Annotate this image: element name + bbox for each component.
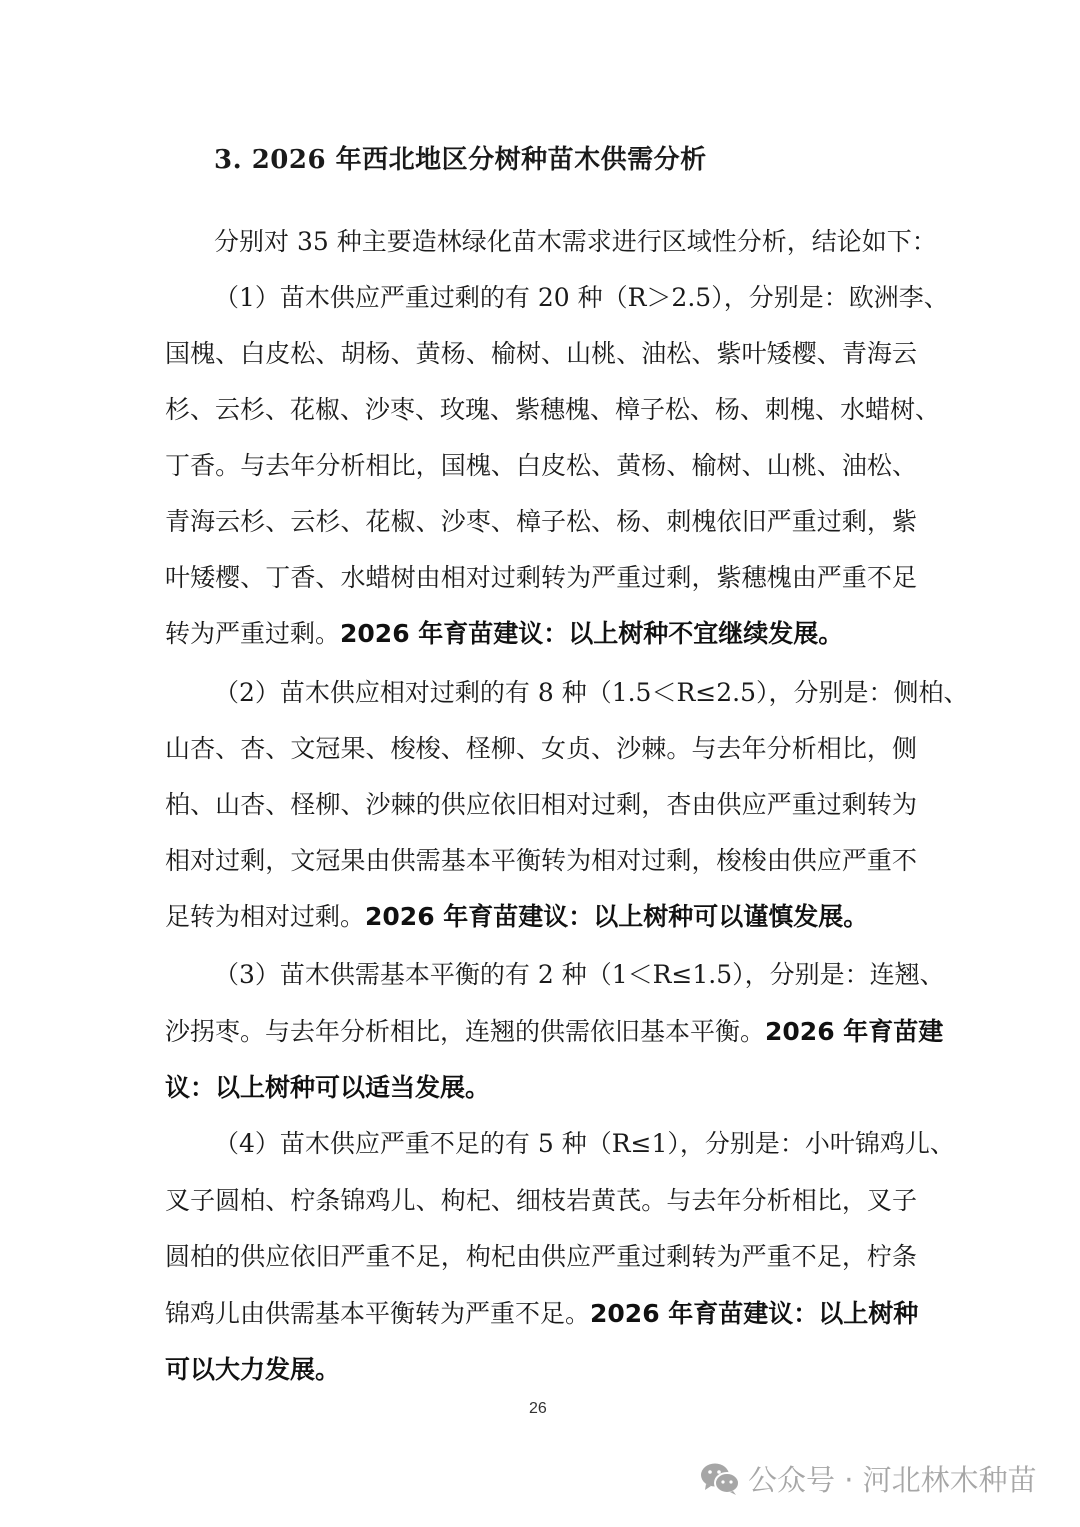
paragraph-2-line-2: 山杏、杏、文冠果、梭梭、柽柳、女贞、沙棘。与去年分析相比，侧 [165, 734, 917, 763]
paragraph-3-line-1: （3）苗木供需基本平衡的有 2 种（1＜R≤1.5），分别是：连翘、 [214, 960, 945, 989]
paragraph-4-line-3: 圆柏的供应依旧严重不足，枸杞由供应严重过剩转为严重不足，柠条 [165, 1242, 917, 1271]
paragraph-4-line-1: （4）苗木供应严重不足的有 5 种（R≤1），分别是：小叶锦鸡儿、 [214, 1129, 955, 1158]
paragraph-1-line-3: 杉、云杉、花椒、沙枣、玫瑰、紫穗槐、樟子松、杨、刺槐、水蜡树、 [165, 395, 941, 424]
paragraph-1-line-6: 叶矮樱、丁香、水蜡树由相对过剩转为严重过剩，紫穗槐由严重不足 [165, 563, 917, 592]
paragraph-3-line-3: 议：以上树种可以适当发展。 [165, 1073, 491, 1102]
paragraph-2-line-5: 足转为相对过剩。2026 年育苗建议：以上树种可以谨慎发展。 [165, 902, 869, 931]
section-heading: 3. 2026 年西北地区分树种苗木供需分析 [214, 145, 707, 175]
watermark-text: 公众号 · 河北林木种苗 [748, 1463, 1037, 1497]
paragraph-4-line-4: 锦鸡儿由供需基本平衡转为严重不足。2026 年育苗建议：以上树种 [165, 1299, 919, 1328]
watermark [700, 1458, 1037, 1499]
paragraph-4-line-5: 可以大力发展。 [165, 1355, 341, 1384]
paragraph-1-line-4: 丁香。与去年分析相比，国槐、白皮松、黄杨、榆树、山桃、油松、 [165, 451, 917, 480]
page-number: 26 [529, 1400, 547, 1417]
paragraph-1-line-7: 转为严重过剩。2026 年育苗建议：以上树种不宜继续发展。 [165, 619, 844, 648]
paragraph-4-line-2: 叉子圆柏、柠条锦鸡儿、枸杞、细枝岩黄芪。与去年分析相比，叉子 [165, 1186, 917, 1215]
paragraph-intro-line-1: 分别对 35 种主要造林绿化苗木需求进行区域性分析，结论如下： [214, 227, 937, 256]
paragraph-3-line-2: 沙拐枣。与去年分析相比，连翘的供需依旧基本平衡。2026 年育苗建 [165, 1017, 944, 1046]
paragraph-2-line-4: 相对过剩，文冠果由供需基本平衡转为相对过剩，梭梭由供应严重不 [165, 846, 917, 875]
paragraph-1-line-1: （1）苗木供应严重过剩的有 20 种（R＞2.5），分别是：欧洲李、 [214, 283, 949, 312]
wechat-icon [700, 1462, 740, 1496]
paragraph-2-line-3: 柏、山杏、柽柳、沙棘的供应依旧相对过剩，杏由供应严重过剩转为 [165, 790, 917, 819]
paragraph-1-line-2: 国槐、白皮松、胡杨、黄杨、榆树、山桃、油松、紫叶矮樱、青海云 [165, 339, 917, 368]
paragraph-1-line-5: 青海云杉、云杉、花椒、沙枣、樟子松、杨、刺槐依旧严重过剩，紫 [165, 507, 917, 536]
paragraph-2-line-1: （2）苗木供应相对过剩的有 8 种（1.5＜R≤2.5），分别是：侧柏、 [214, 678, 969, 707]
